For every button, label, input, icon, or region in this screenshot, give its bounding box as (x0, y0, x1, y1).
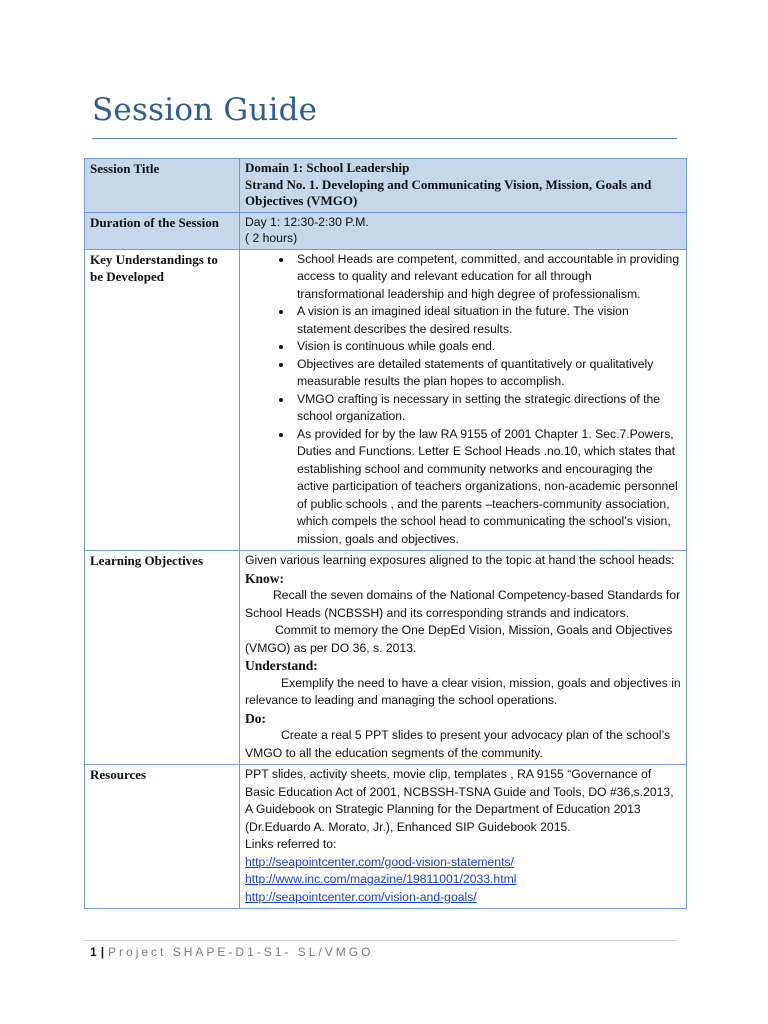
page-title: Session Guide (92, 92, 318, 128)
know-item-1: Recall the seven domains of the National Competency-based Standards for School Heads (NCBSSH) and its corresponding strands and indicators. (245, 588, 681, 620)
list-item: • Objectives are detailed statements of quantitatively or qualitatively measurable results the plan hopes to accomplish. (293, 356, 681, 391)
session-title-value (240, 159, 687, 213)
resources-value (240, 765, 687, 909)
duration-value (240, 212, 687, 249)
session-title-strand: Strand No. 1. Developing and Communicating Vision, Mission, Goals and Objectives (VMGO) (245, 176, 652, 208)
do-item-1: Create a real 5 PPT slides to present your advocacy plan of the school’s VMGO to all the education segments of the community. (245, 728, 671, 760)
key-understandings-label: Key Understandings to be Developed (85, 249, 240, 551)
row-duration (85, 212, 687, 249)
learning-objectives-value (240, 551, 687, 765)
resource-link-2[interactable]: http://www.inc.com/magazine/19811001/2033.html (245, 872, 517, 886)
resources-text: PPT slides, activity sheets, movie clip, templates , RA 9155 “Governance of Basic Education Act of 2001, NCBSSH-TSNA Guide and Tools, DO #36,s.2013, A Guidebook on Strategic Planning for the Department of Education 2013 (Dr.Eduardo A. Morato, Jr.), Enhanced SIP Guidebook 2015. (245, 767, 674, 834)
list-item: • School Heads are competent, committed, and accountable in providing access to quality and relevant education for all through transformational leadership and high degree of professionalism. (293, 251, 681, 304)
session-title-label: Session Title (85, 159, 240, 213)
understand-item-1: Exemplify the need to have a clear vision, mission, goals and objectives in relevance to leading and managing the school operations. (245, 675, 681, 707)
duration-day: Day 1: 12:30-2:30 P.M. (245, 214, 369, 229)
key-understandings-list (245, 251, 681, 549)
footer-project: Project SHAPE-D1-S1- SL/VMGO (108, 945, 374, 959)
do-heading: Do: (245, 710, 266, 726)
title-divider (92, 138, 677, 139)
duration-label: Duration of the Session (85, 212, 240, 249)
page-number: 1 (90, 945, 97, 959)
row-resources (85, 765, 687, 909)
resource-link-3[interactable]: http://seapointcenter.com/vision-and-goals/ (245, 889, 477, 904)
resource-link-1[interactable]: http://seapointcenter.com/good-vision-statements/ (245, 854, 514, 869)
row-learning-objectives (85, 551, 687, 765)
footer-divider (84, 940, 678, 941)
learning-objectives-label: Learning Objectives (85, 551, 240, 765)
understand-heading: Understand: (245, 658, 318, 673)
page-footer (90, 945, 373, 959)
resources-label: Resources (85, 765, 240, 909)
know-heading: Know: (245, 570, 285, 586)
list-item: • Vision is continuous while goals end. (293, 338, 681, 356)
objectives-intro: Given various learning exposures aligned to the topic at hand the school heads: (245, 553, 675, 567)
footer-separator: | (100, 945, 105, 959)
session-guide-table (84, 158, 687, 909)
list-item: • As provided for by the law RA 9155 of 2001 Chapter 1. Sec.7.Powers, Duties and Functions. Letter E School Heads .no.10, which states that establishing school and community networks and encouraging the active participation of teachers organizations, non-academic personnel of public schools , and the parents –teachers-community association, which compels the school head to communicating the school’s vision, mission, goals and objectives. (293, 426, 681, 549)
list-item: • VMGO crafting is necessary in setting the strategic directions of the school organization. (293, 391, 681, 426)
key-understandings-value (240, 249, 687, 551)
session-title-domain: Domain 1: School Leadership (245, 160, 410, 175)
row-session-title (85, 159, 687, 213)
duration-hours: ( 2 hours) (245, 231, 298, 245)
row-key-understandings (85, 249, 687, 551)
know-item-2: Commit to memory the One DepEd Vision, Mission, Goals and Objectives (VMGO) as per DO 36, s. 2013. (245, 623, 673, 655)
links-heading: Links referred to: (245, 837, 337, 851)
list-item: • A vision is an imagined ideal situation in the future. The vision statement describes the desired results. (293, 303, 681, 338)
